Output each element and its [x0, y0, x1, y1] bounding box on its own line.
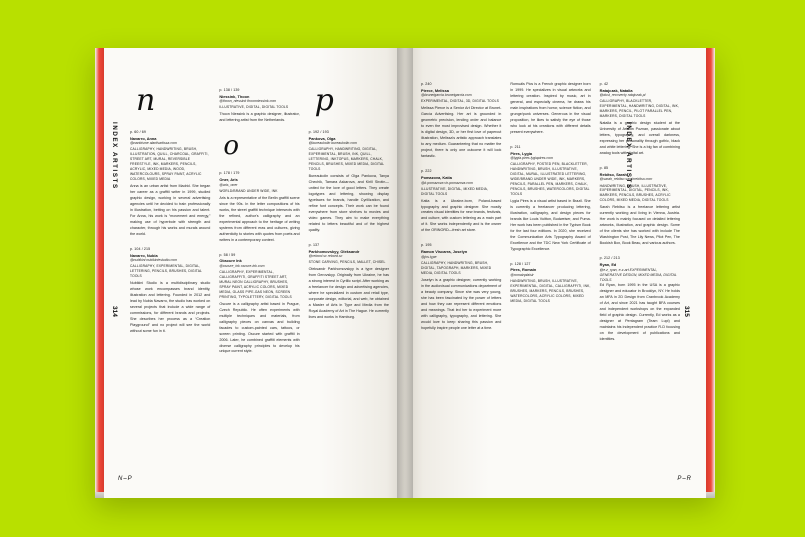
entry-name: Pires, Romain — [510, 267, 537, 273]
entry-bio: Romuáls Pics is a French graphic designer born in 1999. He specializes in visual artworks and lettering creation. Inspired by music, art in general, and especially cinema, he draws his main inspirations from horror, science fiction, and grunge/punk universes. Generous in the visual proposition, he likes to satisfy the eye of those who look at his creations with different details present everywhere. — [510, 82, 591, 134]
entry-page-numbers: p. 212 / 213 — [599, 256, 620, 261]
entry-name: Pomazova, Katia — [421, 174, 452, 180]
entry-page-numbers: p. 222 — [421, 169, 432, 174]
entry-handle: @bureaukolin bureaukolin.com — [308, 141, 357, 146]
columns-right — [421, 82, 680, 468]
book-edge-left — [95, 48, 104, 498]
entry-handle: @bruneigarcia bruneigarcia.com — [421, 93, 472, 98]
index-entry — [219, 171, 299, 243]
running-head-left: INDEX ARTISTS — [111, 122, 118, 190]
entry-page-numbers: p. 195 — [421, 243, 432, 248]
entry-page-numbers: p. 137 — [308, 242, 320, 247]
entry-bio: Oleksandr Parkhomovskyy is a type designer from Gerovskyy. Originally from Ukraine, he has a strong interest in Cyrillic script. After working as a freelancer for design and advertising agencies, where he specialized in custom and retail type, corporate design, editorial, and web, he obtained a Master of Arts in Type and Media from the Royal Academy of Art in The Hague. He currently lives and works in Hamburg. — [308, 267, 389, 320]
entry-bio: Oscure is a calligraphy artist based in Prague, Czech Republic. He often experiments with multiple techniques and materials, from calligraphy pieces on canvas and building facades to custom-painted cars, tattoos, or screen printing. Oscure started with graffiti in 2006. Later, he combined graffiti elements with diverse calligraphy principles to develop his unique current style. — [219, 301, 300, 354]
entry-tags: CALLIGRAPHY, HANDWRITING, BRUSH, ILLUSTRATION, QUILL, CHARCOAL, GRAFFITI, STREET ART, MURAL, REVERSIBLE FREESTYLE, INK, MARKERS, PENCILS, ACRYLIC, MIXED MEDIA, WOOD, WATERCOLOURS, SPRAY PAINT, ACRYLIC COLORS, MIXED MEDIA — [130, 147, 209, 182]
drop-letter-p: p — [314, 83, 334, 118]
index-entry — [130, 130, 210, 238]
entry-page-numbers: p. 85 — [599, 166, 609, 171]
entry-bio: Nubikini Studio is a multidisciplinary studio whose work encompasses brand identity, illustration and lettering. Founded in 2012 and lead by Nubia Navarro, the studio has worked on several projects that include a wide range of commissions, for different brands and projects. She describes her process as a “Creation Playground” and no project will see the world without some fun in it. — [130, 281, 211, 333]
entry-handle: @oscure_ink oscure-ink.com — [219, 263, 265, 268]
entry-name: Ramon Viscarra, Joselyn — [421, 249, 468, 255]
entry-bio: Sarah Rebitso is a freelance lettering artist currently working and living in Vienna, Austria. Her work is mainly focused on detailed lettering artworks, illustration, and graphic design. Some of the clients she has worked with include The Washington Post, The Lily News, Pilot Pen, The Bookish Box, Book Beau, and various authors. — [599, 205, 680, 246]
entry-bio: Thoon Niessink is a graphic designer, illustrator, and lettering artist from the Netherlands. — [219, 112, 300, 123]
index-entry — [600, 256, 680, 342]
entry-name: Pires, Lygia — [510, 150, 533, 156]
entry-handle: @aris_oner — [219, 182, 238, 187]
entry-tags: CALLIGRAPHY, HANDWRITING, DIGITAL, EXPERIMENTAL, BRUSH, INK, QUILL, LETTERING, INKTOPUS, MARKERS, CHALK, PENCILS, BRUSHES, MIXED MEDIA, DIGITAL TOOLS — [308, 147, 385, 172]
index-entry — [421, 169, 501, 234]
entry-tags: EXPERIMENTAL, DIGITAL, 3D, DIGITAL TOOLS — [421, 99, 499, 104]
entry-name: Parkhomovskyy, Oleksandr — [308, 248, 360, 254]
entry-handle: @romainplaisir — [510, 273, 534, 278]
entry-page-numbers: p. 60 / 69 — [130, 130, 146, 134]
entry-tags: STONE CARVING, PENCILS, MALLET, CHISEL — [308, 260, 386, 265]
entry-handle: @jos.type — [421, 254, 437, 259]
entry-bio: Lygia Pires is a visual artist based in Brazil. She is currently a freelancer producing lettering, illustration, calligraphy, and design pieces for brands like Louis Vuitton, Budweiser, and Puma. Her work has been published in the Typism Book for the last four editions. In 2020, she received the Communication Arts Typography Award of Excellence and the TDC New York Certificate of Typographic Excellence. — [510, 198, 591, 251]
column — [510, 82, 590, 468]
index-entry — [219, 88, 299, 124]
book-edge-right — [706, 48, 715, 498]
entry-page-numbers: p. 128 / 127 — [510, 261, 531, 266]
column — [600, 82, 680, 468]
entry-tags: CALLIGRAPHY, EXPERIMENTAL, DIGITAL, LETTERING, PENCILS, BRUSHES, DIGITAL TOOLS — [130, 264, 202, 279]
entry-tags: CALLIGRAPHY, POSTED PEN, BLACKLETTER, HANDWRITING, BRUSH, ILLUSTRATIVE, DIGITAL, MURAL, ILLUSTRATED LETTERING, WIDE/BRAND UNDER WIDE, INK, MARKERS, PENCILS, PARALLEL PEN, MARKERS, CHALK, PENCILS, BRUSHES, WATERCOLORS, DIGITAL TOOLS — [510, 162, 590, 196]
entry-page-numbers: p. 211 — [510, 144, 521, 149]
entry-page-numbers: p. 58 / 59 — [219, 252, 236, 257]
entry-bio: Bureaukolin consists of Olga Pankova, Tanya Chechik, Tamara Askarova, and Kirill Sirotin—united for the love of good letters. They create logotypes and lettering, showing display typefaces for brands, handle Cyrillization, and refine font concepts. Their work can be found everywhere from store shelves to movies and video games. They aim to make everything related to letters beautiful and of the highest quality. — [308, 174, 389, 232]
entry-tags: CALLIGRAPHY, BLACKLETTER, EXPERIMENTAL, HANDWRITING, DIGITAL, INK, MARKERS, PENCIL, PILOT PARALLEL PEN, MARKERS, DIGITAL TOOLS — [599, 99, 679, 119]
entry-name: Pierce, Melissa — [421, 87, 449, 93]
folio-left: 314 — [111, 306, 118, 317]
entry-tags: CALLIGRAPHY, HANDWRITING, BRUSH, DIGITAL, TAPOGRAPH, MARKERS, MIXED MEDIA, DIGITAL TOOLS — [421, 260, 492, 275]
open-book — [95, 48, 715, 498]
entry-tags: CALLIGRAPHY, EXPERIMENTAL, CALLIGRAFFITI, GRAFFITI STREET ART, MURAL NEON CALLIGRAPHY, BRUSHES, SPRAY PAINT, ACRYLIC COLORS, MIXED MEDIA, GLASS PIPE-GAS NEON, SCREEN PRINTING, TYPOLETTERY, DIGITAL TOOLS — [219, 269, 292, 299]
column — [421, 82, 501, 468]
book-spread — [104, 48, 706, 498]
entry-handle: @nanbisme alartisartissa.com — [130, 141, 177, 146]
drop-letter-n: n — [136, 83, 156, 118]
entry-name: Obscure Ink — [219, 258, 242, 264]
footer-left: N–P — [118, 476, 133, 482]
index-entry — [219, 253, 299, 356]
entry-page-numbers: p. 138 / 139 — [219, 88, 240, 92]
entry-handle: @rebord.sc rebord.sc — [308, 254, 343, 259]
entry-handle: @sarah_rebitso sarahrebitso.com — [599, 177, 653, 182]
index-entry — [600, 166, 680, 247]
entry-page-numbers: p. 192 / 193 — [308, 130, 329, 134]
drop-letter-o: o — [223, 131, 239, 162]
entry-handle: @dust_recovecty ratajczak.pl — [599, 93, 646, 98]
entry-name: Oner, Aris — [219, 177, 238, 183]
index-entry-continued — [510, 82, 590, 136]
entry-name: Ratajczak, Natalia — [599, 87, 633, 93]
index-entry — [309, 130, 389, 234]
index-entry — [510, 145, 590, 253]
entry-name: Navarro, Nubia — [130, 252, 158, 258]
folio-right: 315 — [683, 306, 691, 317]
index-entry — [130, 247, 210, 335]
entry-bio: Aris is a representative of the Berlin graffiti scene since the 90s. In the letter compositions of his works, the street graffiti technique intersects with the refined, author's calligraphy and an experimental approach to the heritage of writing systems from different eras and cultures, giving authenticity to stories with quotes from poets and writers in a contemporary context. — [219, 195, 300, 242]
entry-tags: WORLD/BRAND UNDER WIDE, INK — [219, 188, 278, 193]
entry-tags: ILLUSTRATIVE, DIGITAL, MIXED MEDIA, DIGITAL TOOLS — [421, 186, 489, 196]
entry-name: Navarro, Anna — [130, 135, 157, 141]
column — [219, 82, 299, 468]
entry-tags: HANDWRITING, BRUSH, ILLUSTRATIVE, EXPERIMENTAL, DIGITAL, PENCILS, INK, MARKERS, PENCILS, BRUSHES, ACRYLIC COLORS, MIXED MEDIA, DIGITAL TOOLS — [599, 183, 671, 203]
entry-tags: ILLUSTRATIVE, DIGITAL, DIGITAL TOOLS — [219, 105, 289, 110]
entry-page-numbers: p. 178 / 179 — [219, 171, 240, 176]
entry-handle: @thoon_niessink thoonniessink.com — [219, 99, 277, 104]
entry-bio: Joselyn is a graphic designer, currently working in the audiovisual communications department of a beauty company. Since she was very young, she has been fascinated by the power of letters and how they can represent different emotions and meanings. That led her to experiment more with calligraphy, typography, and lettering. She would love to keep sharing this passion and hopefully inspire people one letter at a time. — [421, 277, 502, 330]
columns-left — [130, 82, 389, 468]
page-right — [405, 48, 706, 498]
entry-bio: Ed Ryan, born 1995 in the USA is a graphic designer and educator in Brooklyn, NY. He holds an MFA in 2D Design from Cranbrook Academy of Art, and since 2021 has taught BFA courses and independent workshops on the expanded field of graphic design. Currently, Ed works as a designer at Pentagram (Team Lupi) and maintains his independent practice R-D focusing on the development of publications and identities. — [599, 282, 680, 341]
entry-bio: Anna is an urban artist from Madrid. She began her career as a graffiti writer in 1999, studied graphic design, working in several advertising agencies until he decided to train professionally in illustration, betting on his passion and talent. For Anna, his work is “movement and energy,” making use of hyperbole with strength and character, through his works and murals around the world. — [130, 183, 211, 236]
column — [309, 82, 389, 468]
entry-name: Ryan, Ed — [599, 261, 617, 267]
entry-name: Rebitso, Sarah — [599, 171, 627, 177]
index-entry — [309, 243, 389, 321]
entry-bio: Katia is a Ukraine-born, Poland-based typography and graphic designer. She mostly creates visual identities for new brands, festivals, and culture, with custom lettering as a main part of it. She works independently and is the owner of the ORINORD—fresh art store. — [421, 198, 502, 233]
column — [130, 82, 210, 468]
entry-tags: HANDWRITING, BRUSH, ILLUSTRATIVE, EXPERIMENTAL, DIGITAL, CALLIGRAFFITI, INK, BRUSHES, MARKERS, PENCILS, BRUSHES, WATERCOLORS, ACRYLIC COLORS, MIXED MEDIA, DIGITAL TOOLS — [510, 279, 591, 303]
index-entry — [510, 262, 590, 304]
entry-handle: @lygia.pires lygiapires.com — [510, 156, 553, 161]
index-entry — [600, 82, 680, 157]
entry-page-numbers: p. 240 — [421, 82, 432, 86]
entry-name: Pankova, Olga — [308, 135, 336, 141]
entry-bio: Melissa Pierce is a Senior Art Director at Brunet-García Advertising. Her art is grounded in geometric precision, lending order and balance to even the most improvised design. Whether it is digital design, 3D, or her first love of papercut illustration, Melissa's artistic approach translates to any medium. Guaranteeing that no matter the project, there is only one outcome it will look fantastic. — [421, 106, 502, 159]
footer-right: P–R — [677, 476, 692, 482]
entry-name: Niessink, Thoon — [219, 93, 250, 99]
running-head-right: INDEX ARTISTS — [625, 122, 633, 190]
page-left — [104, 48, 405, 498]
entry-handle: @nubikini nubikiniestudio.com — [130, 258, 178, 263]
entry-handle: @e.z_ryan, e-z-art EXPERIMENTAL, GENERATIVE DESIGN, MIXED MEDIA, DIGITAL TOOLS — [599, 267, 677, 282]
entry-page-numbers: p. 42 — [599, 82, 609, 86]
index-entry — [421, 82, 501, 160]
index-entry — [421, 243, 501, 331]
entry-handle: @k.pomazova vir-pomazova.com — [421, 180, 473, 185]
entry-bio: Natalia is a graphic design student at the University of Arts in Poznan, passionate about letters, typography, and overall darkness, expressing her personality through gothic, black and white lettering. She is a big fan of combining analog tools with digital art. — [599, 121, 680, 156]
entry-page-numbers: p. 104 / 215 — [130, 246, 151, 251]
